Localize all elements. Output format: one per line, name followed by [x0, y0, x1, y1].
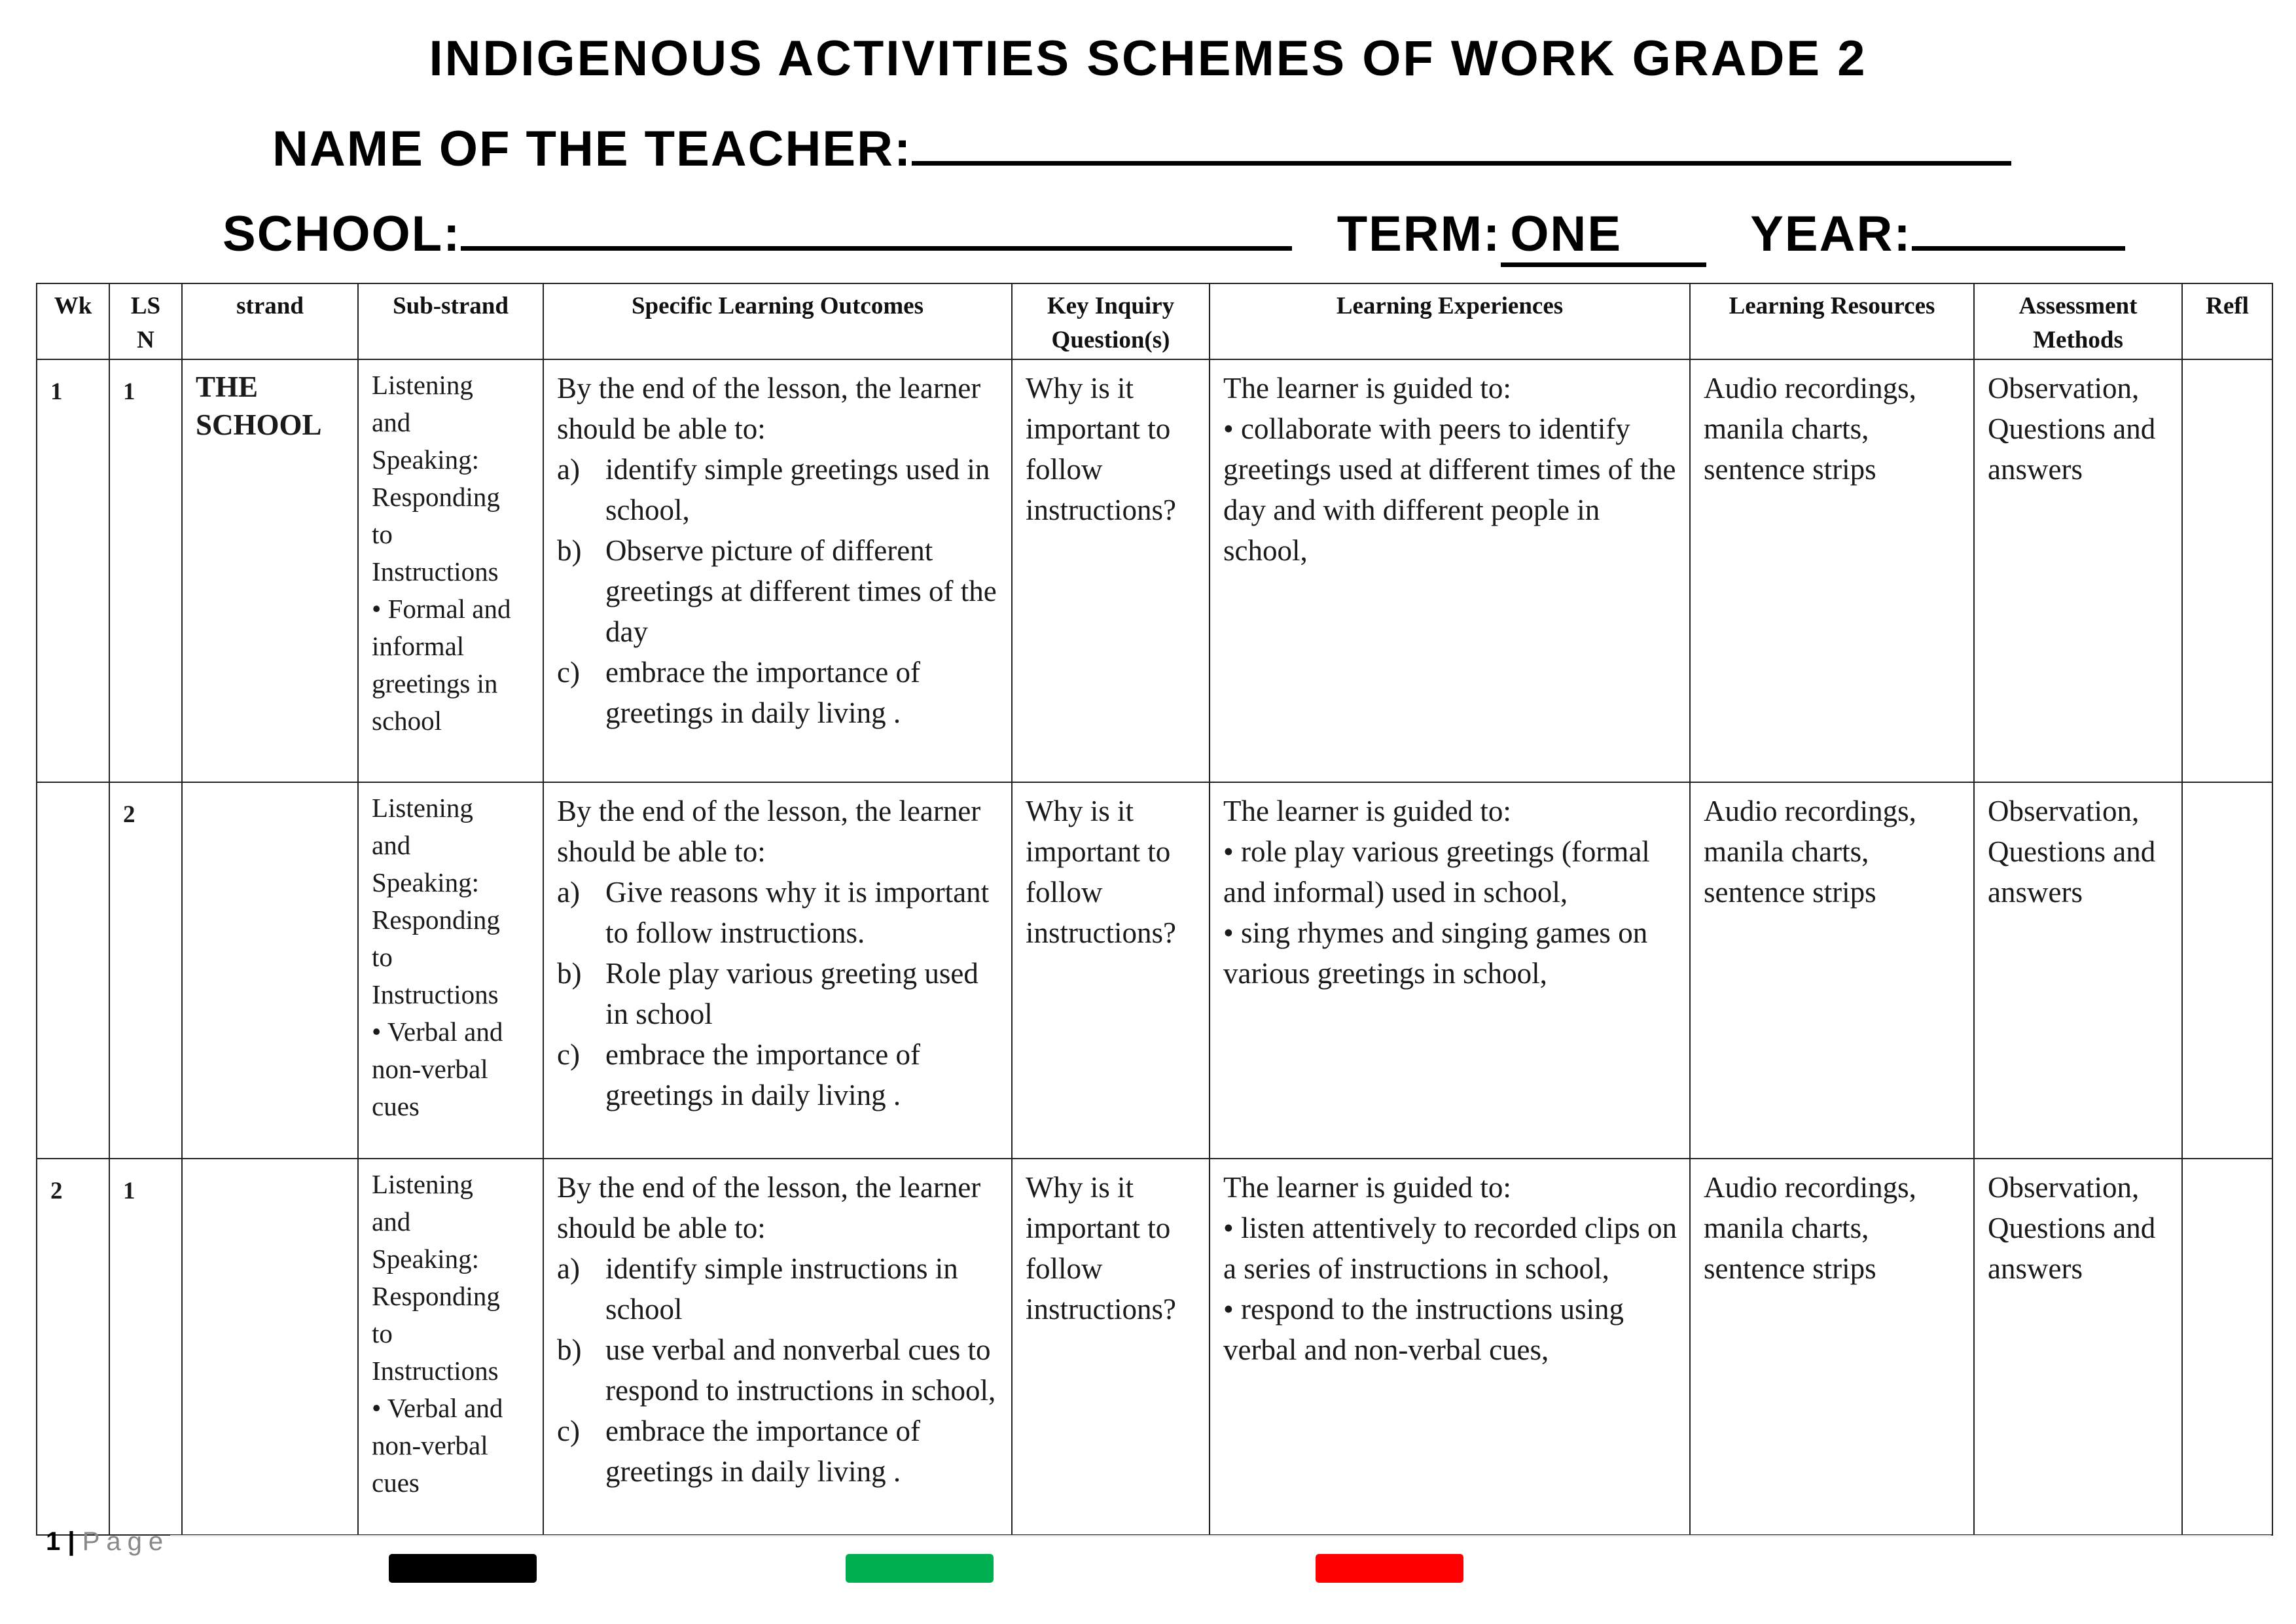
substrand-line: non-verbal — [372, 1430, 488, 1460]
substrand-line: Listening — [372, 793, 473, 823]
cell-inquiry: Why is it important to follow instructions? — [1012, 1159, 1210, 1535]
header-lsn: LS N — [109, 283, 182, 359]
document-title: INDIGENOUS ACTIVITIES SCHEMES OF WORK GRADE 2 — [429, 31, 1867, 86]
cell-inquiry: Why is it important to follow instructions? — [1012, 782, 1210, 1159]
cell-outcomes — [543, 359, 1012, 782]
experiences-intro: The learner is guided to: — [1223, 372, 1511, 405]
page-separator: | — [67, 1527, 75, 1556]
experience-item: • listen attentively to recorded clips on a series of instructions in school, — [1223, 1212, 1677, 1285]
substrand-line: Responding — [372, 1281, 500, 1311]
table-header-row — [37, 283, 2272, 359]
experience-item: • respond to the instructions using verbal and non-verbal cues, — [1223, 1293, 1624, 1366]
substrand-line: • Verbal and — [372, 1017, 503, 1047]
cell-lesson: 1 — [109, 359, 182, 782]
cell-assessment: Observation, Questions and answers — [1974, 359, 2182, 782]
outcome-item: c) embrace the importance of greetings in daily living . — [557, 1415, 921, 1488]
teacher-label: NAME OF THE TEACHER: — [272, 121, 912, 177]
substrand-line: to — [372, 942, 393, 972]
substrand-line: Speaking: — [372, 1244, 479, 1274]
substrand-line: Speaking: — [372, 867, 479, 897]
table-row — [37, 359, 2272, 782]
school-term-year-line — [223, 200, 2125, 267]
header-inquiry: Key Inquiry Question(s) — [1012, 283, 1210, 359]
cell-resources: Audio recordings, manila charts, sentence strips — [1690, 1159, 1974, 1535]
substrand-line: greetings in — [372, 668, 498, 698]
table-row — [37, 782, 2272, 1159]
cell-lesson: 2 — [109, 782, 182, 1159]
cell-strand — [182, 782, 358, 1159]
scheme-of-work-table — [36, 283, 2273, 1536]
outcome-item: b) Observe picture of different greetings at different times of the day — [557, 534, 997, 648]
substrand-line: Listening — [372, 1169, 473, 1199]
outcomes-intro: By the end of the lesson, the learner should be able to: — [557, 372, 981, 445]
cell-resources: Audio recordings, manila charts, sentence strips — [1690, 359, 1974, 782]
outcome-item: a) identify simple greetings used in school, — [557, 453, 990, 526]
substrand-line: and — [372, 1206, 411, 1236]
substrand-line: Instructions — [372, 556, 499, 586]
substrand-line: school — [372, 706, 442, 736]
experiences-intro: The learner is guided to: — [1223, 795, 1511, 827]
outcome-item: a) Give reasons why it is important to follow instructions. — [557, 876, 990, 949]
outcome-item: c) embrace the importance of greetings in daily living . — [557, 1038, 921, 1111]
substrand-line: informal — [372, 631, 465, 661]
substrand-line: Speaking: — [372, 444, 479, 475]
cell-strand: THE SCHOOL — [182, 359, 358, 782]
footer-black-bar — [389, 1554, 537, 1583]
cell-substrand — [358, 359, 543, 782]
cell-week: 2 — [37, 1159, 109, 1535]
school-label: SCHOOL: — [223, 206, 461, 262]
substrand-line: • Formal and — [372, 594, 511, 624]
header-strand: strand — [182, 283, 358, 359]
substrand-line: Instructions — [372, 1356, 499, 1386]
cell-resources: Audio recordings, manila charts, sentence strips — [1690, 782, 1974, 1159]
outcome-item: b) use verbal and nonverbal cues to respond to instructions in school, — [557, 1333, 996, 1407]
outcomes-intro: By the end of the lesson, the learner should be able to: — [557, 795, 981, 868]
experience-item: • sing rhymes and singing games on various greetings in school, — [1223, 916, 1648, 990]
teacher-name-line — [272, 115, 2011, 177]
experience-item: • role play various greetings (formal and informal) used in school, — [1223, 835, 1650, 909]
cell-reflection[interactable] — [2182, 782, 2272, 1159]
substrand-line: and — [372, 407, 411, 437]
term-value: ONE — [1501, 206, 1706, 267]
cell-experiences — [1210, 1159, 1690, 1535]
header-outcomes: Specific Learning Outcomes — [543, 283, 1012, 359]
substrand-line: non-verbal — [372, 1054, 488, 1084]
outcome-item: b) Role play various greeting used in school — [557, 957, 978, 1030]
school-name-blank[interactable] — [461, 200, 1292, 251]
header-resources: Learning Resources — [1690, 283, 1974, 359]
cell-assessment: Observation, Questions and answers — [1974, 1159, 2182, 1535]
outcomes-intro: By the end of the lesson, the learner should be able to: — [557, 1171, 981, 1244]
table-row — [37, 1159, 2272, 1535]
cell-lesson: 1 — [109, 1159, 182, 1535]
substrand-line: cues — [372, 1468, 420, 1498]
cell-week: 1 — [37, 359, 109, 782]
cell-outcomes — [543, 1159, 1012, 1535]
substrand-line: and — [372, 830, 411, 860]
term-label: TERM: — [1336, 206, 1501, 262]
teacher-name-blank[interactable] — [912, 115, 2011, 166]
header-experiences: Learning Experiences — [1210, 283, 1690, 359]
substrand-line: • Verbal and — [372, 1393, 503, 1423]
year-blank[interactable] — [1912, 200, 2125, 251]
substrand-line: cues — [372, 1091, 420, 1121]
substrand-line: to — [372, 519, 393, 549]
page-label: Page — [82, 1527, 170, 1556]
outcome-item: c) embrace the importance of greetings in daily living . — [557, 656, 921, 729]
header-wk: Wk — [37, 283, 109, 359]
header-refl: Refl — [2182, 283, 2272, 359]
substrand-line: Listening — [372, 370, 473, 400]
cell-substrand — [358, 1159, 543, 1535]
experience-item: • collaborate with peers to identify greetings used at different times of the day and with different people in school, — [1223, 412, 1676, 567]
cell-week — [37, 782, 109, 1159]
footer-green-bar — [846, 1554, 994, 1583]
experiences-intro: The learner is guided to: — [1223, 1171, 1511, 1204]
substrand-line: to — [372, 1318, 393, 1348]
cell-experiences — [1210, 359, 1690, 782]
substrand-line: Instructions — [372, 979, 499, 1009]
page-footer — [46, 1527, 170, 1557]
cell-outcomes — [543, 782, 1012, 1159]
cell-experiences — [1210, 782, 1690, 1159]
header-assessment: Assessment Methods — [1974, 283, 2182, 359]
cell-substrand — [358, 782, 543, 1159]
header-substrand: Sub-strand — [358, 283, 543, 359]
outcome-item: a) identify simple instructions in school — [557, 1252, 958, 1326]
year-label: YEAR: — [1750, 206, 1912, 262]
cell-strand — [182, 1159, 358, 1535]
substrand-line: Responding — [372, 482, 500, 512]
cell-assessment: Observation, Questions and answers — [1974, 782, 2182, 1159]
cell-reflection[interactable] — [2182, 1159, 2272, 1535]
cell-inquiry: Why is it important to follow instructions? — [1012, 359, 1210, 782]
cell-reflection[interactable] — [2182, 359, 2272, 782]
footer-divider — [170, 1535, 2271, 1536]
substrand-line: Responding — [372, 905, 500, 935]
footer-red-bar — [1316, 1554, 1463, 1583]
page-number: 1 — [46, 1527, 61, 1556]
